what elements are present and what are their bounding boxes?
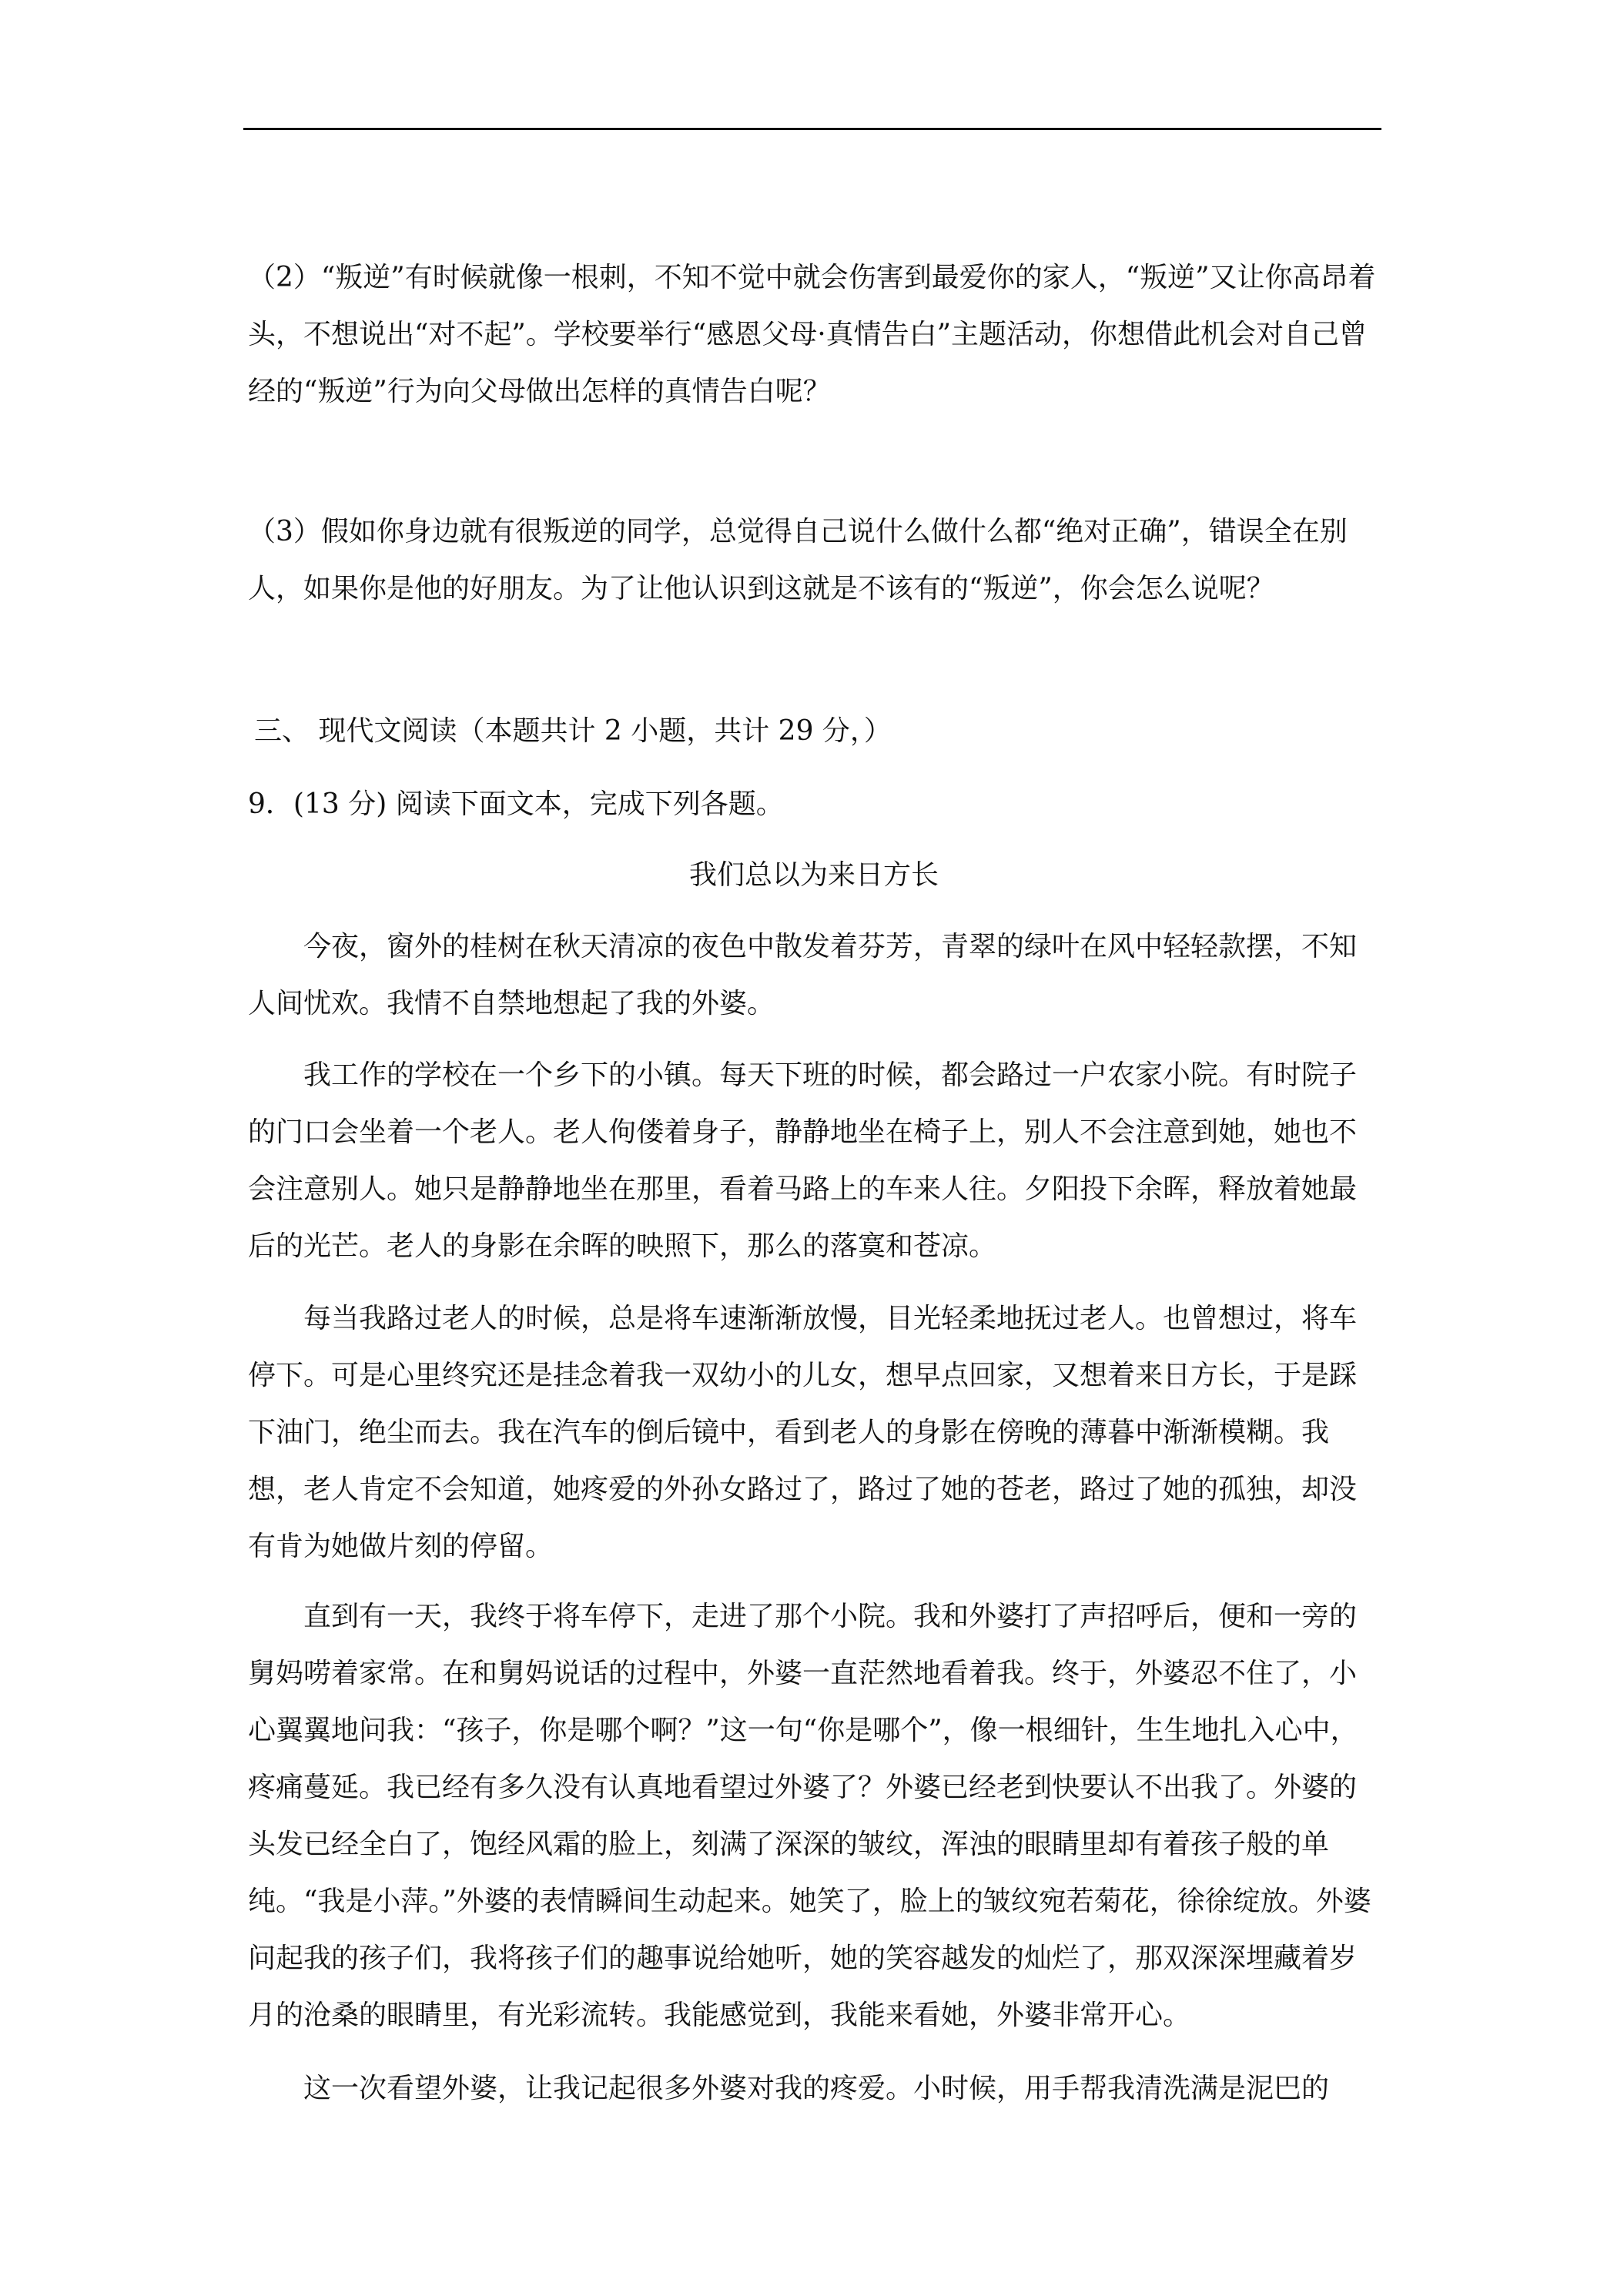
article-paragraph: 我工作的学校在一个乡下的小镇。每天下班的时候，都会路过一户农家小院。有时院子的门口会坐着一个老人。老人佝偻着身子，静静地坐在椅子上，别人不会注意到她，她也不会注意别人。她只是静静地坐在那里，看着马路上的车来人往。夕阳投下余晖，释放着她最后的光芒。老人的身影在余晖的映照下，那么的落寞和苍凉。	[248, 1059, 1358, 1262]
article-paragraph: 直到有一天，我终于将车停下，走进了那个小院。我和外婆打了声招呼后，便和一旁的舅妈唠着家常。在和舅妈说话的过程中，外婆一直茫然地看着我。终于，外婆忍不住了，小心翼翼地问我：“孩子，你是哪个啊？”这一句“你是哪个”，像一根细针，生生地扎入心中，疼痛蔓延。我已经有多久没有认真地看望过外婆了？外婆已经老到快要认不出我了。外婆的头发已经全白了，饱经风霜的脸上，刻满了深深的皱纹，浑浊的眼睛里却有着孩子般的单纯。“我是小萍。”外婆的表情瞬间生动起来。她笑了，脸上的皱纹宛若菊花，徐徐绽放。外婆问起我的孩子们，我将孩子们的趣事说给她听，她的笑容越发的灿烂了，那双深深埋藏着岁月的沧桑的眼睛里，有光彩流转。我能感觉到，我能来看她，外婆非常开心。	[248, 1601, 1371, 2031]
question-3-text: （3）假如你身边就有很叛逆的同学，总觉得自己说什么做什么都“绝对正确”，错误全在别人，如果你是他的好朋友。为了让他认识到这就是不该有的“叛逆”，你会怎么说呢？	[248, 516, 1348, 604]
header-rule	[243, 128, 1381, 130]
article-paragraph: 这一次看望外婆，让我记起很多外婆对我的疼爱。小时候，用手帮我清洗满是泥巴的	[303, 2073, 1330, 2104]
article-paragraph: 今夜，窗外的桂树在秋天清凉的夜色中散发着芬芳，青翠的绿叶在风中轻轻款摆，不知人间忧欢。我情不自禁地想起了我的外婆。	[248, 931, 1358, 1019]
article-title: 我们总以为来日方长	[688, 859, 939, 891]
question-9-head: 9．(13 分) 阅读下面文本，完成下列各题。	[248, 788, 784, 820]
question-2-text: （2）“叛逆”有时候就像一根刺，不知不觉中就会伤害到最爱你的家人，“叛逆”又让你高昂着头，不想说出“对不起”。学校要举行“感恩父母·真情告白”主题活动，你想借此机会对自己曾经的“叛逆”行为向父母做出怎样的真情告白呢？	[248, 262, 1376, 407]
section-title: 三、 现代文阅读（本题共计 2 小题，共计 29 分，）	[254, 715, 892, 747]
article-paragraph: 每当我路过老人的时候，总是将车速渐渐放慢，目光轻柔地抚过老人。也曾想过，将车停下。可是心里终究还是挂念着我一双幼小的儿女，想早点回家，又想着来日方长，于是踩下油门，绝尘而去。我在汽车的倒后镜中，看到老人的身影在傍晚的薄暮中渐渐模糊。我想，老人肯定不会知道，她疼爱的外孙女路过了，路过了她的苍老，路过了她的孤独，却没有肯为她做片刻的停留。	[248, 1303, 1358, 1562]
